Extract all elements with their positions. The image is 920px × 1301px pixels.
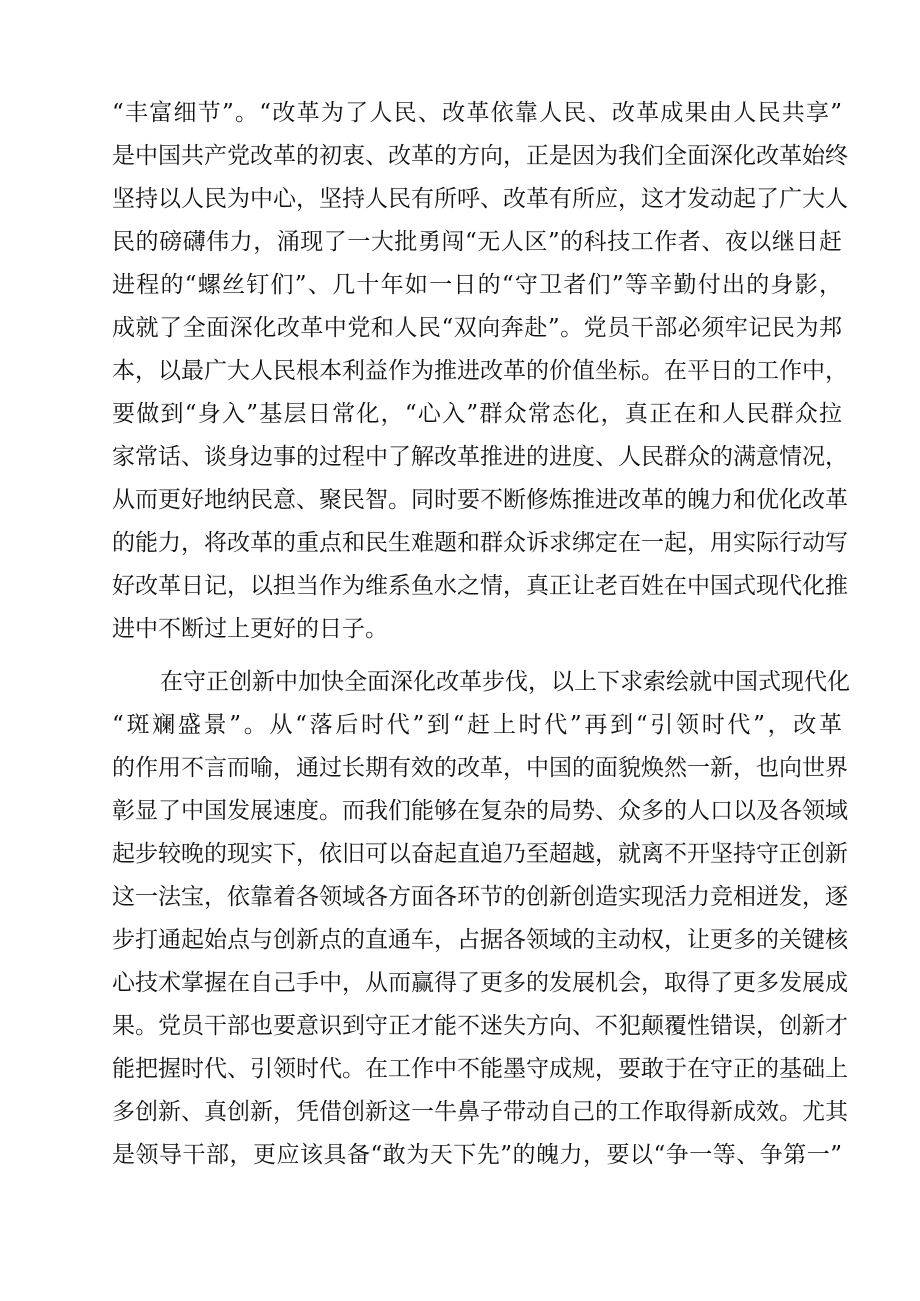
text-line: “丰富细节”。“改革为了人民、改革依靠人民、改革成果由人民共享”: [112, 100, 842, 126]
text-line: 从而更好地纳民意、聚民智。同时要不断修炼推进改革的魄力和优化改革: [112, 487, 848, 513]
text-line: 进中不断过上更好的日子。: [112, 616, 388, 642]
text-line: 进程的“螺丝钉们”、几十年如一日的“守卫者们”等辛勤付出的身影，: [112, 272, 842, 298]
text-line: 果。党员干部也要意识到守正才能不迷失方向、不犯颠覆性错误，创新才: [112, 1013, 848, 1039]
text-line: 这一法宝，依靠着各领域各方面各环节的创新创造实现活力竞相迸发，逐: [112, 884, 848, 910]
text-line: 心技术掌握在自己手中，从而赢得了更多的发展机会，取得了更多发展成: [112, 970, 848, 996]
text-line: “斑斓盛景”。从“落后时代”到“赶上时代”再到“引领时代”，改革: [112, 712, 842, 738]
text-line: 的能力，将改革的重点和民生难题和群众诉求绑定在一起，用实际行动写: [112, 530, 848, 556]
text-line: 民的磅礴伟力，涌现了一大批勇闯“无人区”的科技工作者、夜以继日赶: [112, 229, 842, 255]
text-line: 要做到“身入”基层日常化，“心入”群众常态化，真正在和人民群众拉: [112, 401, 842, 427]
text-line: 好改革日记，以担当作为维系鱼水之情，真正让老百姓在中国式现代化推: [112, 573, 848, 599]
text-line: 彰显了中国发展速度。而我们能够在复杂的局势、众多的人口以及各领域: [112, 798, 848, 824]
text-line: 步打通起始点与创新点的直通车，占据各领域的主动权，让更多的关键核: [112, 927, 848, 953]
text-line: 起步较晚的现实下，依旧可以奋起直追乃至超越，就离不开坚持守正创新: [112, 841, 848, 867]
text-line: 是中国共产党改革的初衷、改革的方向，正是因为我们全面深化改革始终: [112, 143, 848, 169]
paragraph-first-line: 在守正创新中加快全面深化改革步伐，以上下求索绘就中国式现代化: [160, 669, 850, 695]
text-line: 家常话、谈身边事的过程中了解改革推进的进度、人民群众的满意情况，: [112, 444, 848, 470]
text-line: 坚持以人民为中心，坚持人民有所呼、改革有所应，这才发动起了广大人: [112, 186, 848, 212]
text-line: 是领导干部，更应该具备“敢为天下先”的魄力，要以“争一等、争第一”: [112, 1142, 842, 1168]
text-line: 本，以最广大人民根本利益作为推进改革的价值坐标。在平日的工作中，: [112, 358, 848, 384]
text-line: 成就了全面深化改革中党和人民“双向奔赴”。党员干部必须牢记民为邦: [112, 315, 842, 341]
text-line: 的作用不言而喻，通过长期有效的改革，中国的面貌焕然一新，也向世界: [112, 755, 848, 781]
text-line: 能把握时代、引领时代。在工作中不能墨守成规，要敢于在守正的基础上: [112, 1056, 848, 1082]
text-line: 多创新、真创新，凭借创新这一牛鼻子带动自己的工作取得新成效。尤其: [112, 1099, 848, 1125]
